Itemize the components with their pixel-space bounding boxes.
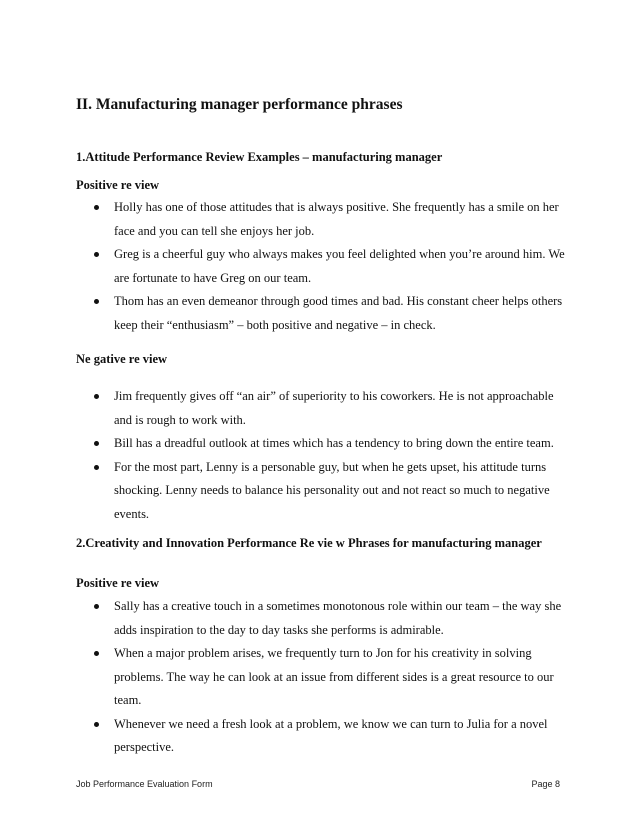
list-item: Sally has a creative touch in a sometimes monotonous role within our team – the way she adds inspiration to the day to day tasks she performs is admirable. [76,595,568,642]
bullet-icon [94,394,99,399]
list-item: Whenever we need a fresh look at a problem, we know we can turn to Julia for a novel perspective. [76,713,568,760]
page-title: II. Manufacturing manager performance phrases [76,96,403,113]
bullet-icon [94,441,99,446]
footer-form-name: Job Performance Evaluation Form [76,779,213,789]
list-item: Thom has an even demeanor through good times and bad. His constant cheer helps others keep their “enthusiasm” – both positive and negative – in check. [76,290,568,337]
bullet-icon [94,722,99,727]
section-heading-attitude: 1.Attitude Performance Review Examples – manufacturing manager [76,150,443,164]
list-item: Holly has one of those attitudes that is always positive. She frequently has a smile on her face and you can tell she enjoys her job. [76,196,568,243]
section-heading-creativity: 2.Creativity and Innovation Performance Re vie w Phrases for manufacturing manager [76,536,542,550]
negative-review-list [76,385,568,526]
footer-page-number: Page 8 [531,779,560,789]
bullet-icon [94,299,99,304]
bullet-icon [94,252,99,257]
bullet-icon [94,604,99,609]
bullet-icon [94,205,99,210]
positive-review-label: Positive re view [76,576,160,590]
list-item: For the most part, Lenny is a personable guy, but when he gets upset, his attitude turns shocking. Lenny needs to balance his personality out and not react so much to negative events. [76,456,568,527]
bullet-icon [94,465,99,470]
positive-review-list [76,595,568,760]
list-item: Greg is a cheerful guy who always makes you feel delighted when you’re around him. We are fortunate to have Greg on our team. [76,243,568,290]
list-item: When a major problem arises, we frequently turn to Jon for his creativity in solving problems. The way he can look at an issue from different sides is a great resource to our team. [76,642,568,713]
positive-review-label: Positive re view [76,178,160,192]
list-item: Jim frequently gives off “an air” of superiority to his coworkers. He is not approachable and is rough to work with. [76,385,568,432]
positive-review-list [76,196,568,337]
negative-review-label: Ne gative re view [76,352,168,366]
bullet-icon [94,651,99,656]
list-item: Bill has a dreadful outlook at times which has a tendency to bring down the entire team. [76,432,568,456]
